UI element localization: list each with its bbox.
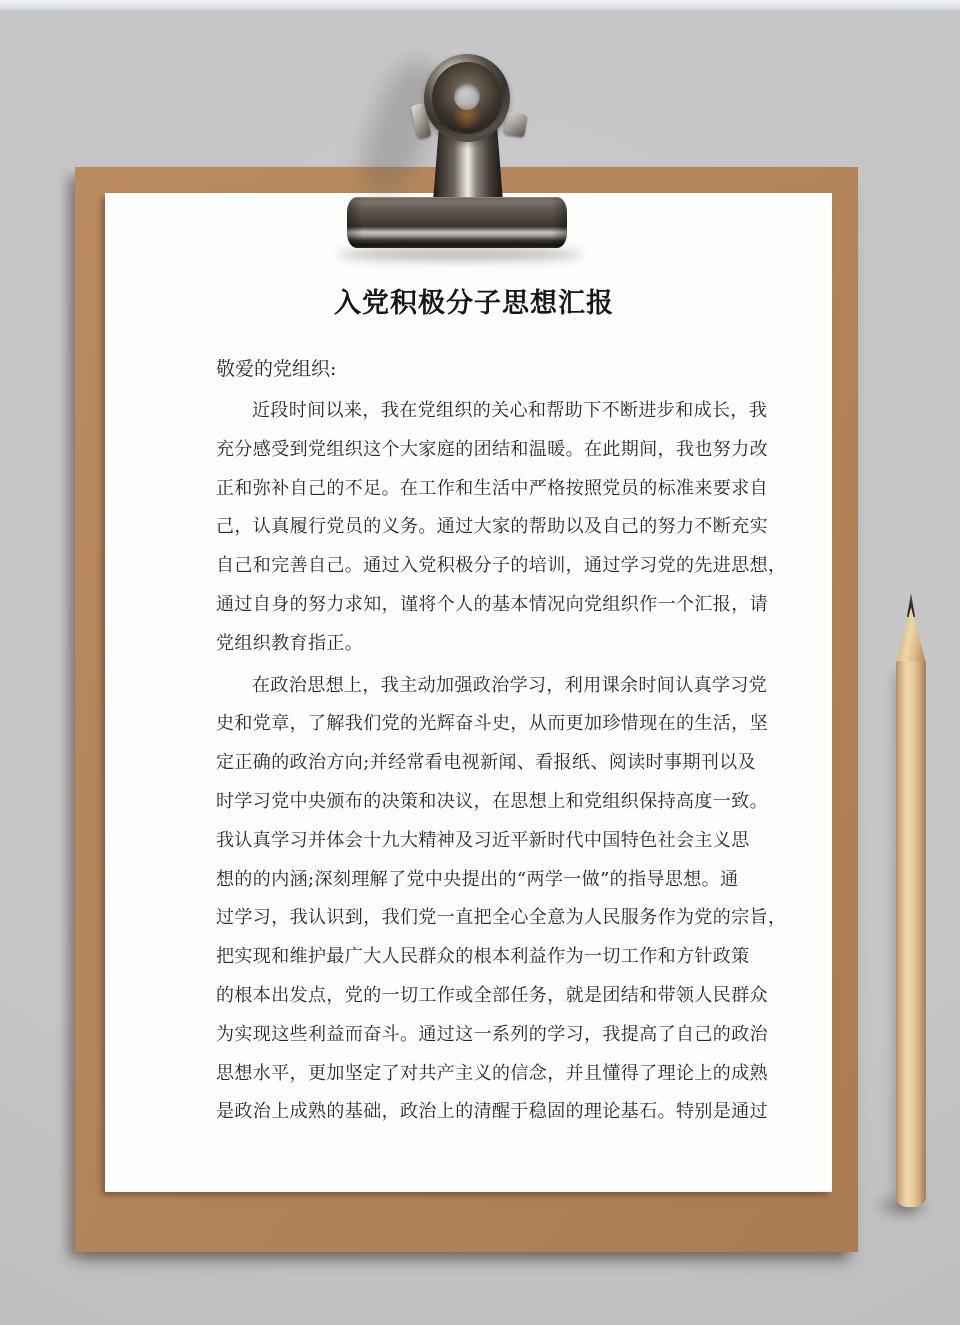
document-line: 己，认真履行党员的义务。通过大家的帮助以及自己的努力不断充实 <box>216 516 768 538</box>
binder-clip-ring-hole <box>454 83 480 110</box>
clipboard-board <box>75 167 858 1252</box>
document-line: 思想水平，更加坚定了对共产主义的信念，并且懂得了理论上的成熟 <box>216 1062 768 1084</box>
document-paragraph <box>216 392 787 664</box>
binder-clip-clamp <box>347 197 567 248</box>
document-title: 入党积极分子思想汇报 <box>334 288 614 319</box>
document-line: 党组织教育指正。 <box>216 632 364 654</box>
document-line: 充分感受到党组织这个大家庭的团结和温暖。在此期间，我也努力改 <box>216 438 768 460</box>
document-line: 近段时间以来，我在党组织的关心和帮助下不断进步和成长，我 <box>252 400 768 421</box>
document-line: 把实现和维护最广大人民群众的根本利益作为一切工作和方针政策 <box>216 946 750 968</box>
document-salutation: 敬爱的党组织: <box>216 358 337 380</box>
document-body <box>216 392 787 1132</box>
paper-sheet <box>105 193 832 1192</box>
document-paragraph <box>216 667 787 1133</box>
document-line: 史和党章，了解我们党的光辉奋斗史，从而更加珍惜现在的生活，坚 <box>216 713 768 735</box>
document-line: 是政治上成熟的基础，政治上的清醒于稳固的理论基石。特别是通过 <box>216 1101 768 1123</box>
wall-top-edge <box>0 0 960 11</box>
document-line: 时学习党中央颁布的决策和决议，在思想上和党组织保持高度一致。 <box>216 790 768 812</box>
binder-clip-lever-right <box>503 111 527 137</box>
document-line: 过学习，我认识到，我们党一直把全心全意为人民服务作为党的宗旨， <box>216 907 787 929</box>
binder-clip-ring-face <box>432 62 502 134</box>
pencil-sharpened-cone <box>896 607 926 663</box>
document-content <box>105 193 832 1192</box>
pencil <box>896 591 926 1211</box>
document-line: 想的的内涵;深刻理解了党中央提出的“两学一做”的指导思想。通 <box>216 868 739 890</box>
document-line: 我认真学习并体会十九大精神及习近平新时代中国特色社会主义思 <box>216 829 750 851</box>
document-line: 为实现这些利益而奋斗。通过这一系列的学习，我提高了自己的政治 <box>216 1023 768 1045</box>
document-line: 在政治思想上，我主动加强政治学习，利用课余时间认真学习党 <box>252 674 768 696</box>
document-line: 正和弥补自己的不足。在工作和生活中严格按照党员的标准来要求自 <box>216 477 768 499</box>
binder-clip-clamp-shadow <box>338 248 582 261</box>
pencil-shaft <box>896 661 926 1207</box>
document-line: 自己和完善自己。通过入党积极分子的培训，通过学习党的先进思想， <box>216 555 787 577</box>
document-line: 通过自身的努力求知，谨将个人的基本情况向党组织作一个汇报，请 <box>216 593 768 615</box>
document-line: 的根本出发点，党的一切工作或全部任务，就是团结和带领人民群众 <box>216 984 768 1006</box>
binder-clip-ring <box>424 54 510 142</box>
document-line: 定正确的政治方向;并经常看电视新闻、看报纸、阅读时事期刊以及 <box>216 752 757 774</box>
